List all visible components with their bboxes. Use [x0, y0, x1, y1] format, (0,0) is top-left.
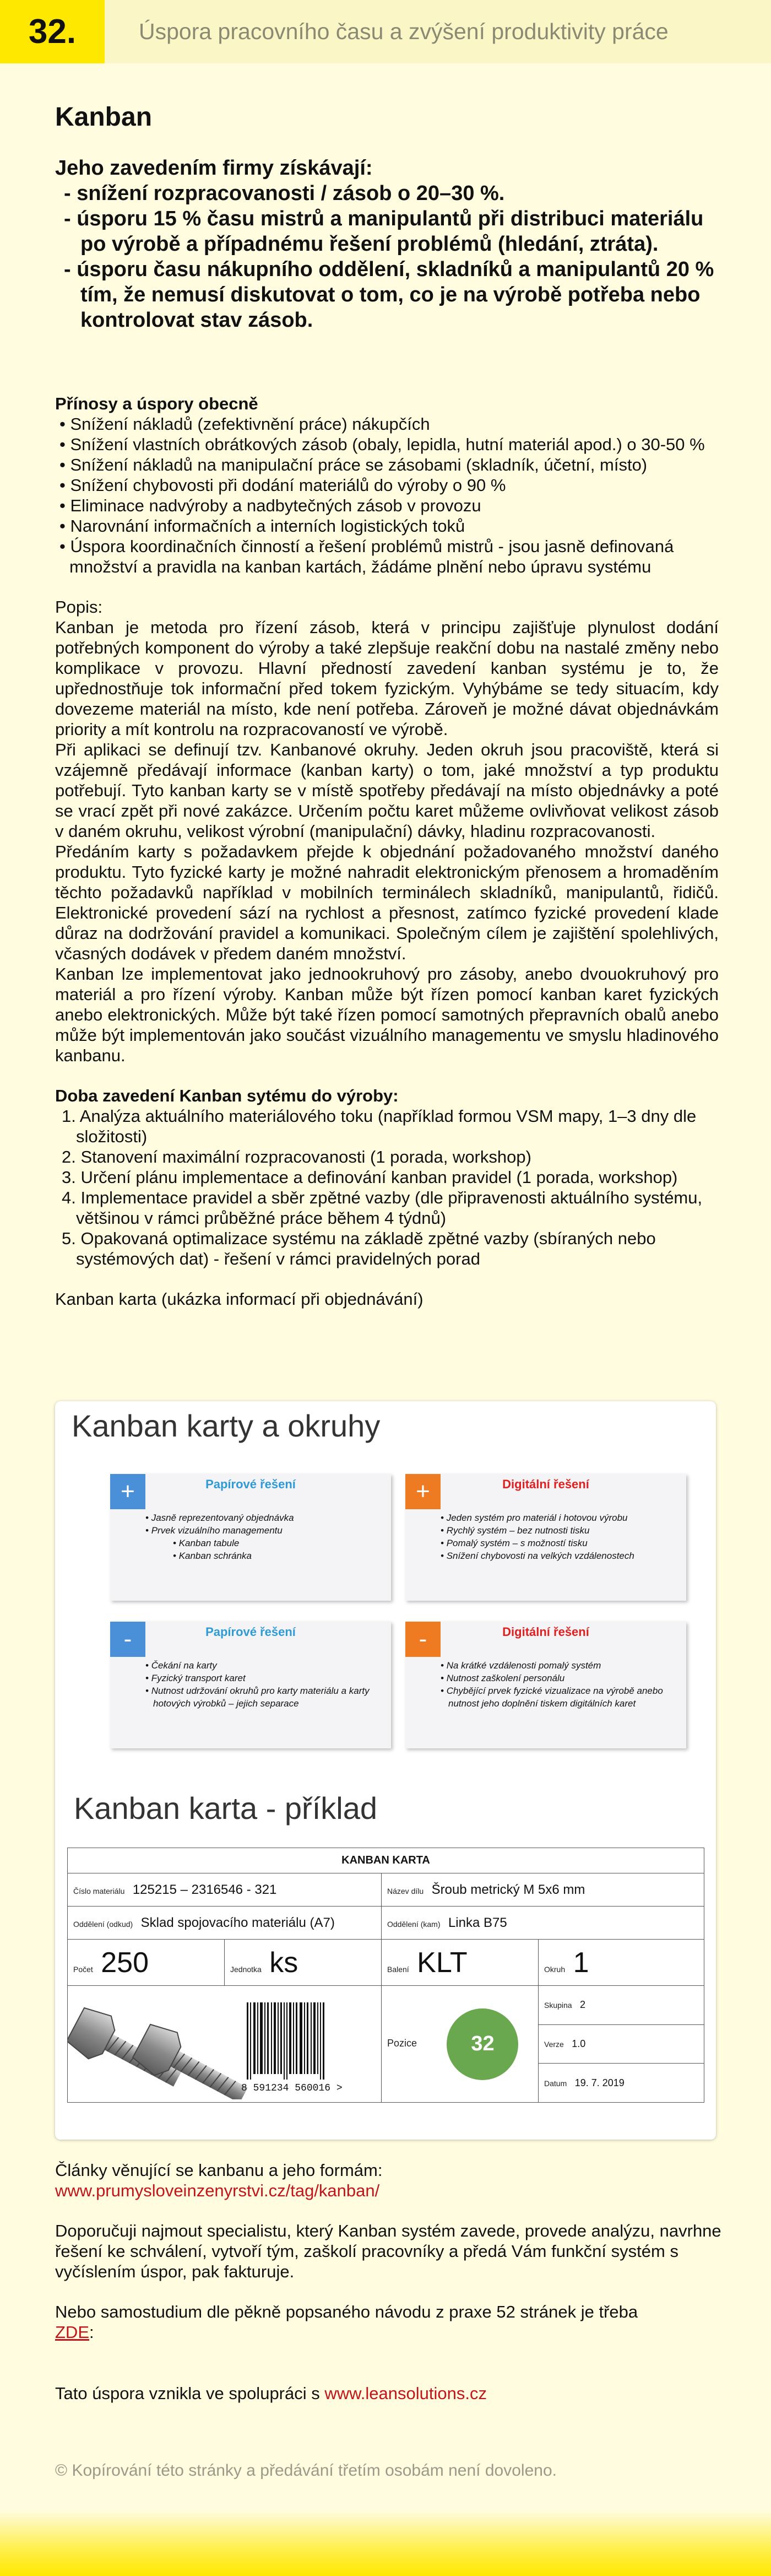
plus-icon: +: [405, 1474, 441, 1509]
field-label: Okruh: [544, 1964, 566, 1974]
card-item: • Snížení chybovosti na velkých vzdálenostech: [439, 1549, 671, 1562]
unit-value: ks: [269, 1946, 298, 1979]
step-item: 2. Stanovení maximální rozpracovanosti (1 porada, workshop): [62, 1147, 531, 1167]
card-item: • Rychlý systém – bez nutnosti tisku: [439, 1524, 671, 1537]
field-label: Verze: [544, 2039, 564, 2049]
circuit-cell: [539, 1940, 704, 1986]
version-cell: [539, 2024, 704, 2064]
card-item: • Chybějící prvek fyzické vizualizace na výrobě anebo nutnost jeho doplnění tiskem digitálních karet: [439, 1684, 671, 1710]
packaging-value: KLT: [417, 1946, 468, 1979]
card-title: Papírové řešení: [205, 1625, 296, 1639]
coop-text: Tato úspora vznikla ve spolupráci s: [55, 2384, 325, 2403]
card-list: [144, 1659, 376, 1710]
main-content: [55, 102, 719, 1309]
benefit-item: • Narovnání informačních a interních logistických toků: [55, 516, 719, 536]
kanban-card-title: KANBAN KARTA: [68, 1848, 704, 1873]
group-cell: [539, 1986, 704, 2025]
card-item: • Pomalý systém – s možností tisku: [439, 1537, 671, 1549]
benefits-section: [55, 393, 719, 577]
benefit-item: • Snížení chybovosti při dodání materiálů do výroby o 90 %: [55, 475, 719, 495]
material-number-cell: [68, 1873, 382, 1907]
description-heading: Popis:: [55, 597, 103, 617]
card-subitem: • Kanban schránka: [144, 1549, 376, 1562]
card-item: • Na krátké vzdálenosti pomalý systém: [439, 1659, 671, 1672]
field-label: Název dílu: [387, 1886, 424, 1895]
to-department: Linka B75: [448, 1915, 507, 1930]
steps-list: [55, 1106, 719, 1269]
kanban-card-table: [67, 1848, 704, 2103]
group-value: 2: [580, 1999, 586, 2011]
packaging-cell: [382, 1940, 539, 1986]
minus-icon: -: [110, 1622, 145, 1657]
benefit-item: • Eliminace nadvýroby a nadbytečných zásob v provozu: [55, 495, 719, 516]
steps-heading: Doba zavedení Kanban sytému do výroby:: [55, 1086, 399, 1105]
card-item: • Nutnost zaškolení personálu: [439, 1672, 671, 1684]
card-list: [439, 1511, 671, 1562]
field-label: Datum: [544, 2078, 567, 2088]
circuit-value: 1: [573, 1946, 589, 1979]
unit-cell: [225, 1940, 382, 1986]
copyright-notice: © Kopírování této stránky a předávání třetím osobám není dovoleno.: [55, 2461, 557, 2480]
page-header: [0, 0, 771, 63]
intro-list: [55, 181, 719, 333]
description-paragraph: Předáním karty s požadavkem přejde k objednání požadovaného množství daného produktu. Tyto fyzické karty je možné nahradit elektronickým přenosem a hromaděním těchto požadavků například v mobilních terminálech skladníků, manipulantů, řidičů. Elektronické provedení sází na rychlost a přesnost, zatímco fyzické provedení klade důraz na dodržování pravidel a komunikaci. Společným cílem je zajištění spolehlivých, včasných dodávek v předem daném množství.: [55, 842, 719, 963]
card-title: Digitální řešení: [502, 1625, 589, 1639]
coop-link[interactable]: www.leansolutions.cz: [324, 2384, 487, 2403]
kanban-figure: [55, 1401, 716, 2140]
benefit-item: • Snížení nákladů na manipulační práce se zásobami (skladník, účetní, místo): [55, 455, 719, 475]
articles-link[interactable]: www.prumysloveinzenyrstvi.cz/tag/kanban/: [55, 2181, 380, 2200]
field-label: Pozice: [387, 2037, 417, 2049]
benefit-item: • Snížení vlastních obrátkových zásob (obaly, lepidla, hutní materiál apod.) o 30-50 %: [55, 434, 719, 455]
field-label: Oddělení (odkud): [73, 1919, 133, 1929]
footer-bar: [0, 2510, 771, 2576]
field-label: Oddělení (kam): [387, 1919, 441, 1929]
description-section: [55, 597, 719, 1066]
card-list: [439, 1659, 671, 1710]
card-digital-pros: [405, 1474, 686, 1601]
figure-caption: Kanban karta (ukázka informací při objednávání): [55, 1289, 423, 1309]
header-title: Úspora pracovního času a zvýšení produktivity práce: [139, 19, 669, 44]
date-value: 19. 7. 2019: [574, 2077, 625, 2088]
description-paragraph: Při aplikaci se definují tzv. Kanbanové okruhy. Jeden okruh jsou pracoviště, která si vzájemně předávají informace (kanban karty) o tom, jaké množství a typ produktu potřebují. Tyto kanban karty se v místě spotřeby předávají na místo objednávky a poté se vrací zpět při nové zakázce. Určením počtu karet můžeme ovlivňovat velikost zásob v daném okruhu, velikost výrobní (manipulační) dávky, hladinu rozpracovanosti.: [55, 740, 719, 841]
card-item: • Jeden systém pro materiál i hotovou výrobu: [439, 1511, 671, 1524]
step-item: 4. Implementace pravidel a sběr zpětné vazby (dle připravenosti aktuálního systému, většinou v rámci průběžné práce během 4 týdnů): [62, 1188, 703, 1228]
card-paper-cons: [110, 1622, 391, 1748]
selfstudy-tail: :: [89, 2323, 94, 2342]
card-subitem: • Kanban tabule: [144, 1537, 376, 1549]
card-list: [144, 1511, 376, 1562]
figure-title-cards: Kanban karty a okruhy: [72, 1408, 381, 1443]
card-digital-cons: [405, 1622, 686, 1748]
from-department-cell: [68, 1907, 382, 1940]
field-label: Číslo materiálu: [73, 1886, 125, 1895]
benefit-item: • Úspora koordinačních činností a řešení problémů mistrů - jsou jasně definovaná množství a pravidla na kanban kartách, žádáme plnění nebo úpravu systému: [55, 536, 719, 577]
field-label: Balení: [387, 1964, 409, 1974]
product-image-cell: [68, 1986, 382, 2103]
material-number: 125215 – 2316546 - 321: [132, 1882, 277, 1897]
card-title: Papírové řešení: [205, 1477, 296, 1491]
page-number: 32.: [0, 0, 105, 63]
card-item: • Jasně reprezentovaný objednávka: [144, 1511, 376, 1524]
benefit-item: • Snížení nákladů (zefektivnění práce) nákupčích: [55, 414, 719, 434]
description-paragraph: Kanban je metoda pro řízení zásob, která v principu zajišťuje plynulost dodání potřebných komponent do výroby a také zlepšuje reakční dobu na nastalé změny nebo komplikace v provozu. Hlavní předností zavedení kanban systému je to, že upřednostňuje tok informační před tokem fyzickým. Vyhýbáme se tedy situacím, kdy dovezeme materiál na místo, kde není potřeba. Zároveň je možné dávat objednávkám priority a mít kontrolu na rozpracovaností ve výrobě.: [55, 618, 719, 739]
to-department-cell: [382, 1907, 704, 1940]
intro-item: - snížení rozpracovanosti / zásob o 20–30 %.: [55, 181, 719, 206]
count-value: 250: [101, 1946, 149, 1979]
plus-icon: +: [110, 1474, 145, 1509]
date-cell: [539, 2064, 704, 2103]
selfstudy-link[interactable]: ZDE: [55, 2323, 89, 2342]
part-name: Šroub metrický M 5x6 mm: [431, 1882, 585, 1897]
minus-icon: -: [405, 1622, 441, 1657]
bolts-image: [68, 1986, 376, 2099]
card-item: • Prvek vizuálního managementu: [144, 1524, 376, 1537]
benefits-heading: Přínosy a úspory obecně: [55, 394, 258, 413]
count-cell: [68, 1940, 225, 1986]
part-name-cell: [382, 1873, 704, 1907]
position-cell: [382, 1986, 539, 2103]
page-title: Kanban: [55, 102, 153, 132]
version-value: 1.0: [572, 2038, 586, 2049]
kanban-card: [67, 1848, 704, 2101]
step-item: 5. Opakovaná optimalizace systému na základě zpětné vazby (sbíraných nebo systémových dat) - řešení v rámci pravidelných porad: [62, 1229, 656, 1268]
card-item: • Nutnost udržování okruhů pro karty materiálu a karty hotových výrobků – jejich separace: [144, 1684, 376, 1710]
card-item: • Čekání na karty: [144, 1659, 376, 1672]
barcode-icon: [241, 2002, 343, 2094]
benefits-list: [55, 414, 719, 577]
intro-block: [55, 155, 719, 333]
card-item: • Fyzický transport karet: [144, 1672, 376, 1684]
barcode-number: 8 591234 560016 >: [241, 2083, 343, 2094]
from-department: Sklad spojovacího materiálu (A7): [140, 1915, 335, 1930]
articles-text: Články věnující se kanbanu a jeho formám:: [55, 2161, 383, 2180]
after-figure-text: [55, 2160, 721, 2404]
card-title: Digitální řešení: [502, 1477, 589, 1491]
intro-item: - úsporu 15 % času mistrů a manipulantů při distribuci materiálu po výrobě a případnému řešení problémů (hledání, ztráta).: [55, 206, 719, 257]
field-label: Skupina: [544, 2001, 572, 2010]
card-paper-pros: [110, 1474, 391, 1601]
description-paragraph: Kanban lze implementovat jako jednookruhový pro zásoby, anebo dvouokruhový pro materiál a pro řízení výroby. Kanban může být řízen pomocí kanban karet fyzických anebo elektronických. Může být také řízen pomocí samotných přepravních obalů anebo může být implementován jako součást vizuálního managementu ve smyslu hladinového kanbanu.: [55, 964, 719, 1065]
figure-title-example: Kanban karta - příklad: [74, 1791, 377, 1826]
step-item: 1. Analýza aktuálního materiálového toku (například formou VSM mapy, 1–3 dny dle složitosti): [62, 1106, 697, 1146]
intro-lead: Jeho zavedením firmy získávají:: [55, 156, 373, 180]
step-item: 3. Určení plánu implementace a definování kanban pravidel (1 porada, workshop): [62, 1168, 678, 1187]
field-label: Jednotka: [230, 1964, 262, 1974]
position-badge: 32: [447, 2008, 518, 2080]
steps-section: [55, 1086, 719, 1269]
selfstudy-text: Nebo samostudium dle pěkně popsaného návodu z praxe 52 stránek je třeba: [55, 2302, 638, 2321]
field-label: Počet: [73, 1964, 93, 1974]
recommend-text: Doporučuji najmout specialistu, který Kanban systém zavede, provede analýzu, navrhne řešení ke schválení, vytvoří tým, zaškolí pracovníky a předá Vám funkční systém s vyčíslením úspor, pak fakturuje.: [55, 2221, 721, 2281]
intro-item: - úsporu času nákupního oddělení, skladníků a manipulantů 20 % tím, že nemusí diskutovat o tom, co je na výrobě potřeba nebo kontrolovat stav zásob.: [55, 257, 719, 333]
